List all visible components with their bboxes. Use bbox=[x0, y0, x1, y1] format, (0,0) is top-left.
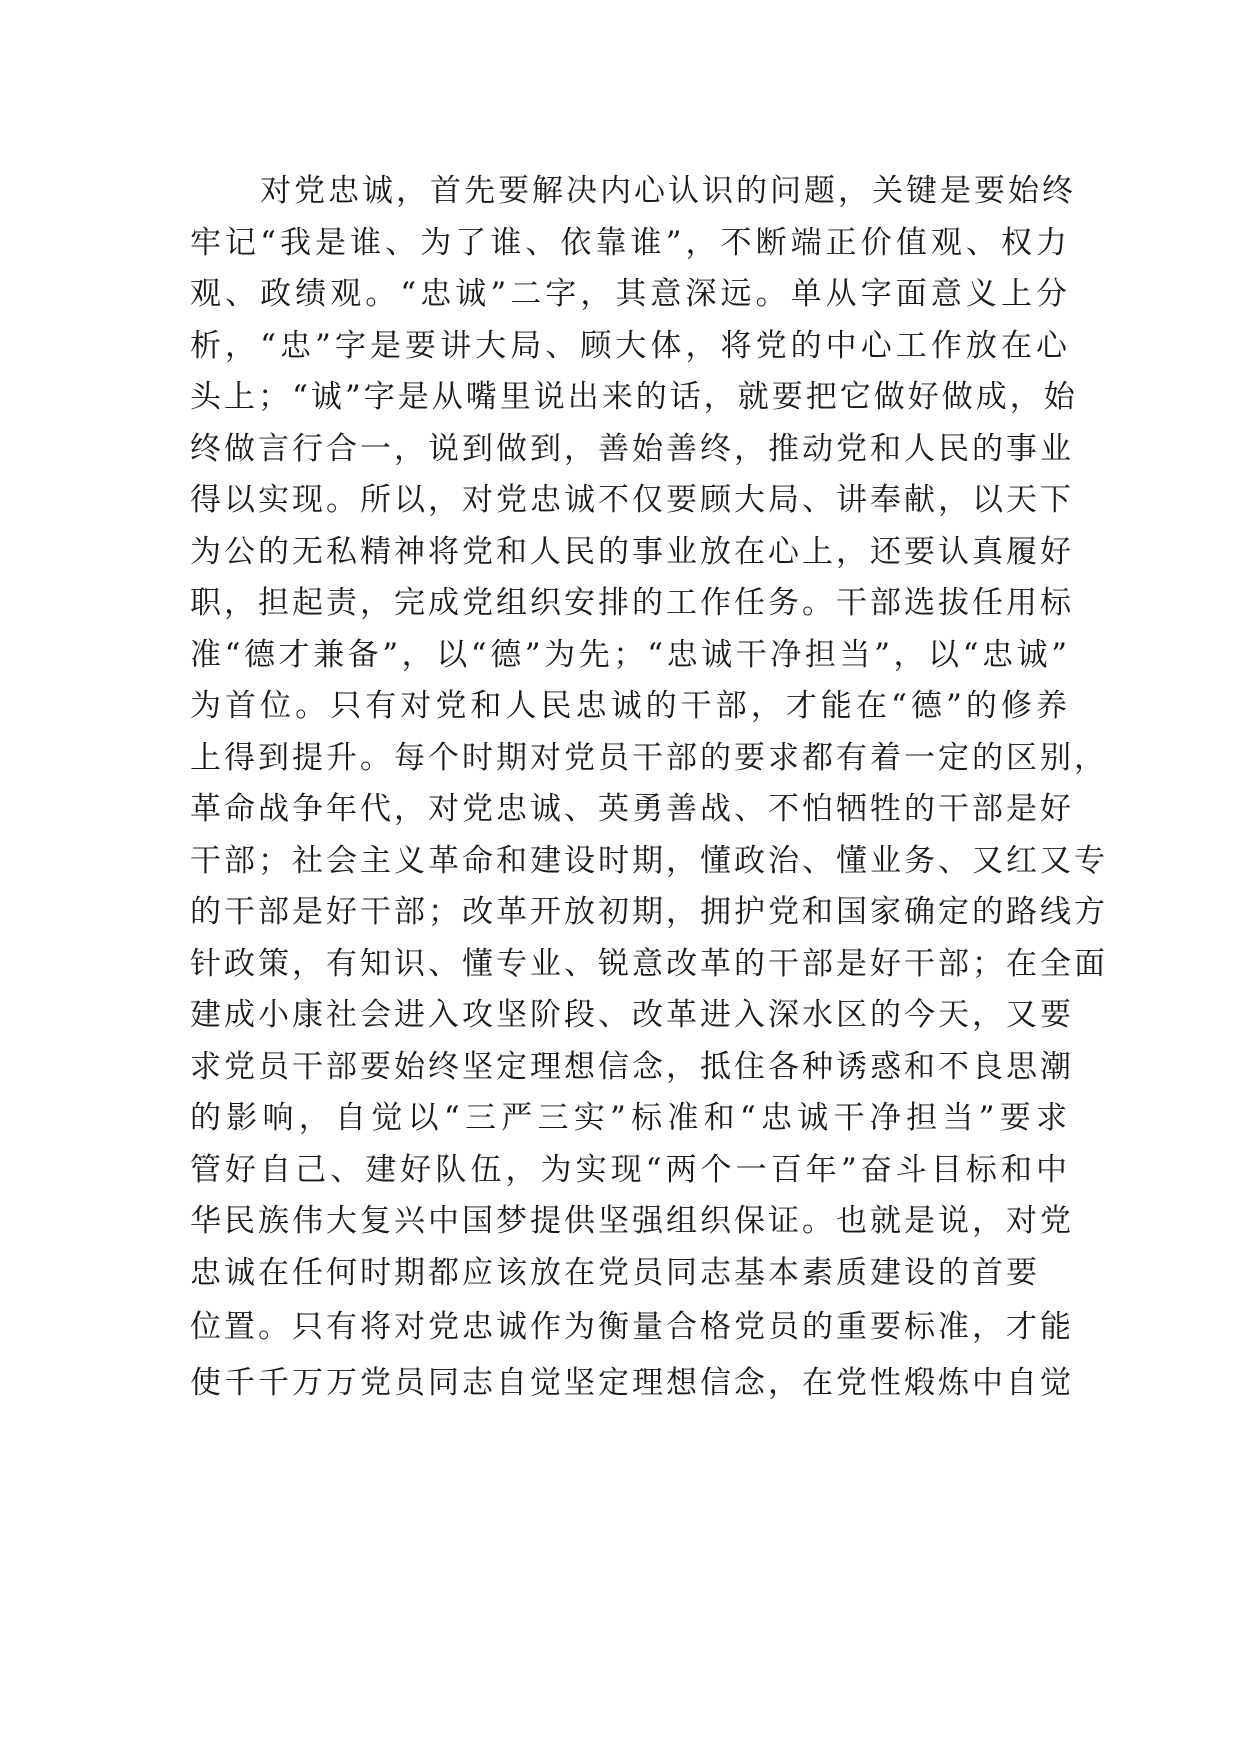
paragraph-line: 针政策，有知识、懂专业、锐意改革的干部是好干部；在全面 bbox=[190, 945, 1108, 982]
paragraph-line: 忠诚在任何时期都应该放在党员同志基本素质建设的首要 bbox=[190, 1254, 1040, 1291]
paragraph-line: 上得到提升。每个时期对党员干部的要求都有着一定的区别， bbox=[190, 739, 1108, 776]
paragraph-line: 求党员干部要始终坚定理想信念，抵住各种诱惑和不良思潮 bbox=[190, 1048, 1074, 1085]
paragraph-line: 干部；社会主义革命和建设时期，懂政治、懂业务、又红又专 bbox=[190, 842, 1108, 879]
paragraph-line: 对党忠诚，首先要解决内心认识的问题，关键是要始终 bbox=[260, 173, 1076, 209]
paragraph-line: 观、政绩观。“忠诚”二字，其意深远。单从字面意义上分 bbox=[190, 276, 1070, 312]
paragraph-line: 位置。只有将对党忠诚作为衡量合格党员的重要标准，才能 bbox=[190, 1309, 1074, 1345]
paragraph-line: 为首位。只有对党和人民忠诚的干部，才能在“德”的修养 bbox=[190, 688, 1070, 724]
paragraph-line: 为公的无私精神将党和人民的事业放在心上，还要认真履好 bbox=[190, 533, 1074, 570]
paragraph-line: 准“德才兼备”，以“德”为先；“忠诚干净担当”，以“忠诚” bbox=[190, 636, 1070, 673]
paragraph-line: 头上；“诚”字是从嘴里说出来的话，就要把它做好做成，始 bbox=[190, 379, 1078, 415]
paragraph-line: 的干部是好干部；改革开放初期，拥护党和国家确定的路线方 bbox=[190, 894, 1108, 930]
paragraph-line: 牢记“我是谁、为了谁、依靠谁”，不断端正价值观、权力 bbox=[190, 224, 1070, 261]
paragraph-line: 革命战争年代，对党忠诚、英勇善战、不怕牺牲的干部是好 bbox=[190, 791, 1074, 827]
paragraph-line: 的影响，自觉以“三严三实”标准和“忠诚干净担当”要求 bbox=[190, 1100, 1070, 1136]
paragraph-line: 职，担起责，完成党组织安排的工作任务。干部选拔任用标 bbox=[190, 585, 1074, 621]
paragraph-line: 终做言行合一，说到做到，善始善终，推动党和人民的事业 bbox=[190, 430, 1074, 467]
paragraph-line: 得以实现。所以，对党忠诚不仅要顾大局、讲奉献，以天下 bbox=[190, 482, 1074, 518]
paragraph-line: 华民族伟大复兴中国梦提供坚强组织保证。也就是说，对党 bbox=[190, 1203, 1074, 1239]
paragraph-line: 建成小康社会进入攻坚阶段、改革进入深水区的今天，又要 bbox=[190, 997, 1074, 1033]
paragraph-line: 析，“忠”字是要讲大局、顾大体，将党的中心工作放在心 bbox=[190, 327, 1070, 364]
paragraph-line: 管好自己、建好队伍，为实现“两个一百年”奋斗目标和中 bbox=[190, 1151, 1070, 1188]
body-paragraph bbox=[190, 166, 1108, 1411]
paragraph-line: 使千千万万党员同志自觉坚定理想信念，在党性煅炼中自觉 bbox=[190, 1365, 1074, 1401]
